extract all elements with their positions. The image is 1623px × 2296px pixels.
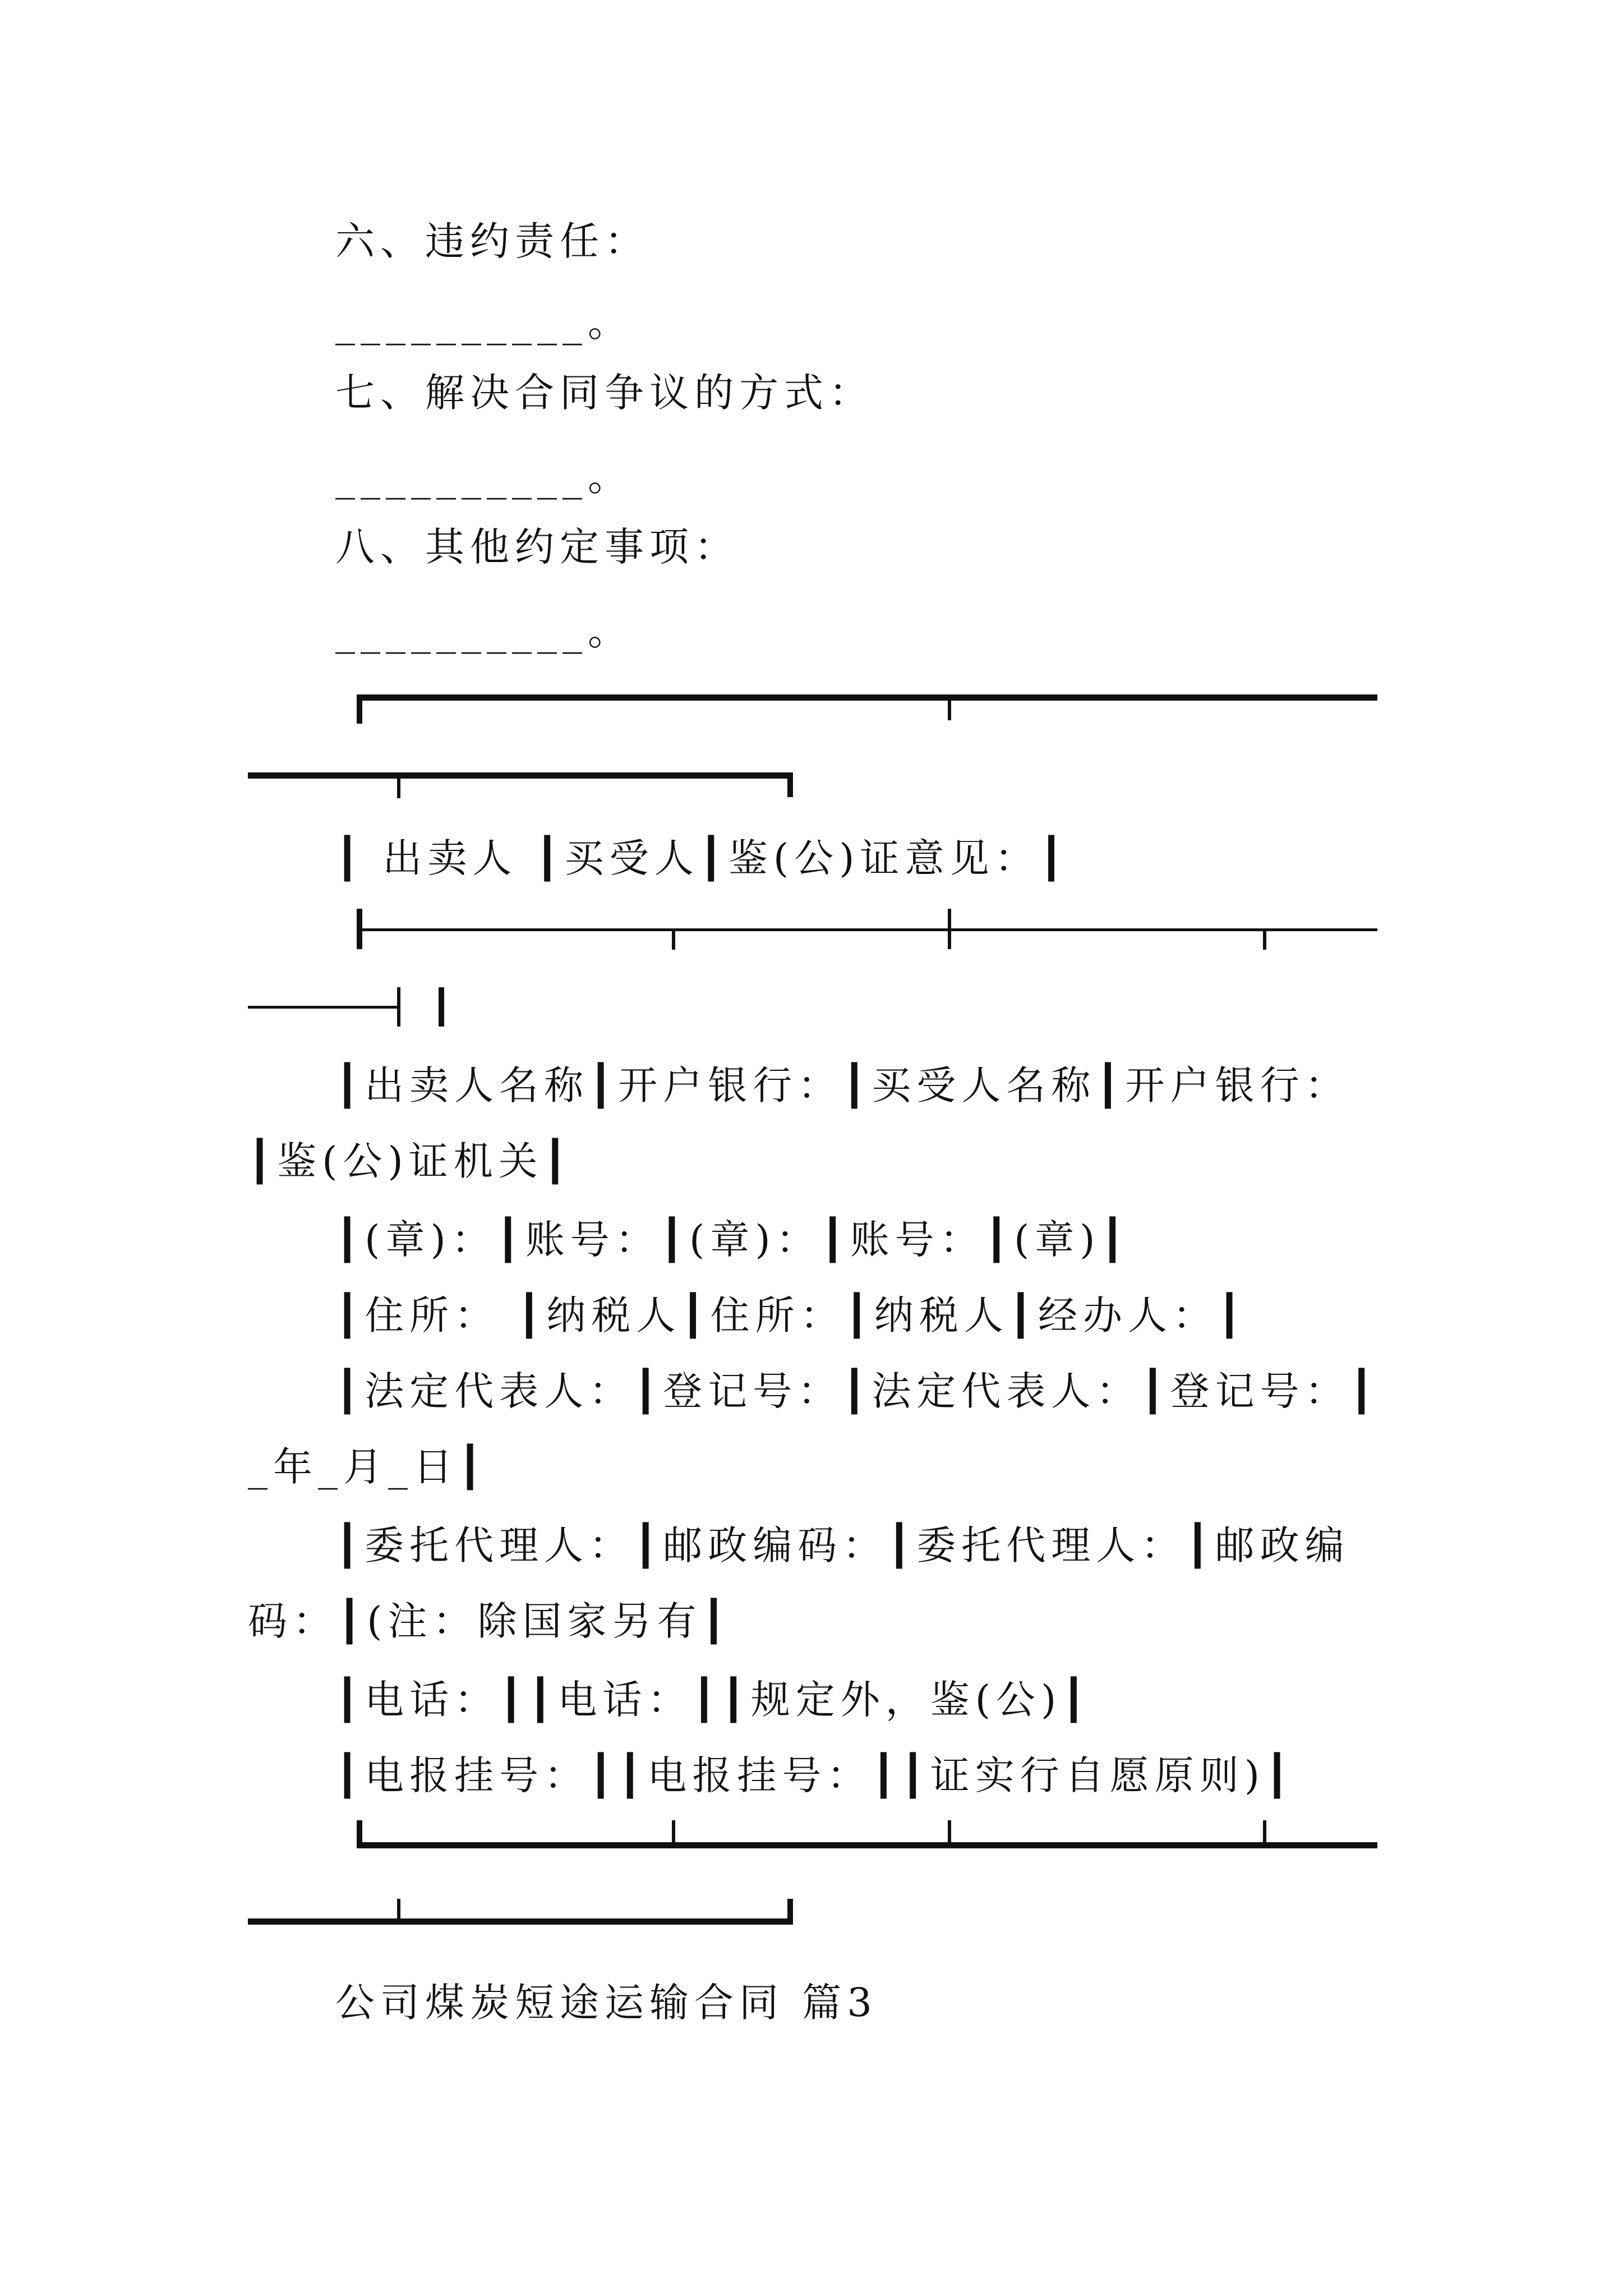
table-row-2: ┃(章)：┃账号：┃(章)：┃账号：┃(章)┃ — [335, 1217, 1130, 1263]
table-row-6: ┃电话：┃┃电话：┃┃规定外，鉴(公)┃ — [335, 1677, 1091, 1723]
table-row-7: ┃电报挂号：┃┃电报挂号：┃┃证实行自愿原则)┃ — [335, 1752, 1295, 1798]
table-header-row: ┃ 出卖人 ┃买受人┃鉴(公)证意见：┃ — [335, 835, 1069, 881]
table-row-5: ┃委托代理人：┃邮政编码：┃委托代理人：┃邮政编 — [335, 1522, 1350, 1568]
table-row-1: ┃出卖人名称┃开户银行：┃买受人名称┃开户银行： — [335, 1062, 1350, 1108]
section-6-heading: 六、违约责任： — [335, 218, 649, 264]
section-8-heading: 八、其他约定事项： — [335, 524, 739, 570]
section-6-blank: __________。 — [335, 300, 633, 346]
section-8-blank: __________。 — [335, 608, 633, 654]
table-row-1-wrap: ┃鉴(公)证机关┃ — [248, 1138, 573, 1184]
section-7-heading: 七、解决合同争议的方式： — [335, 370, 874, 416]
table-row-4-wrap: _年_月_日┃ — [248, 1444, 488, 1490]
section-7-blank: __________。 — [335, 454, 633, 500]
table-row-3: ┃住所： ┃纳税人┃住所：┃纳税人┃经办人：┃ — [335, 1292, 1247, 1338]
table-row-5-wrap: 码：┃(注：除国家另有┃ — [248, 1598, 731, 1644]
table-row-4: ┃法定代表人：┃登记号：┃法定代表人：┃登记号：┃ — [335, 1368, 1379, 1414]
next-contract-title: 公司煤炭短途运输合同 篇3 — [335, 1980, 878, 2026]
